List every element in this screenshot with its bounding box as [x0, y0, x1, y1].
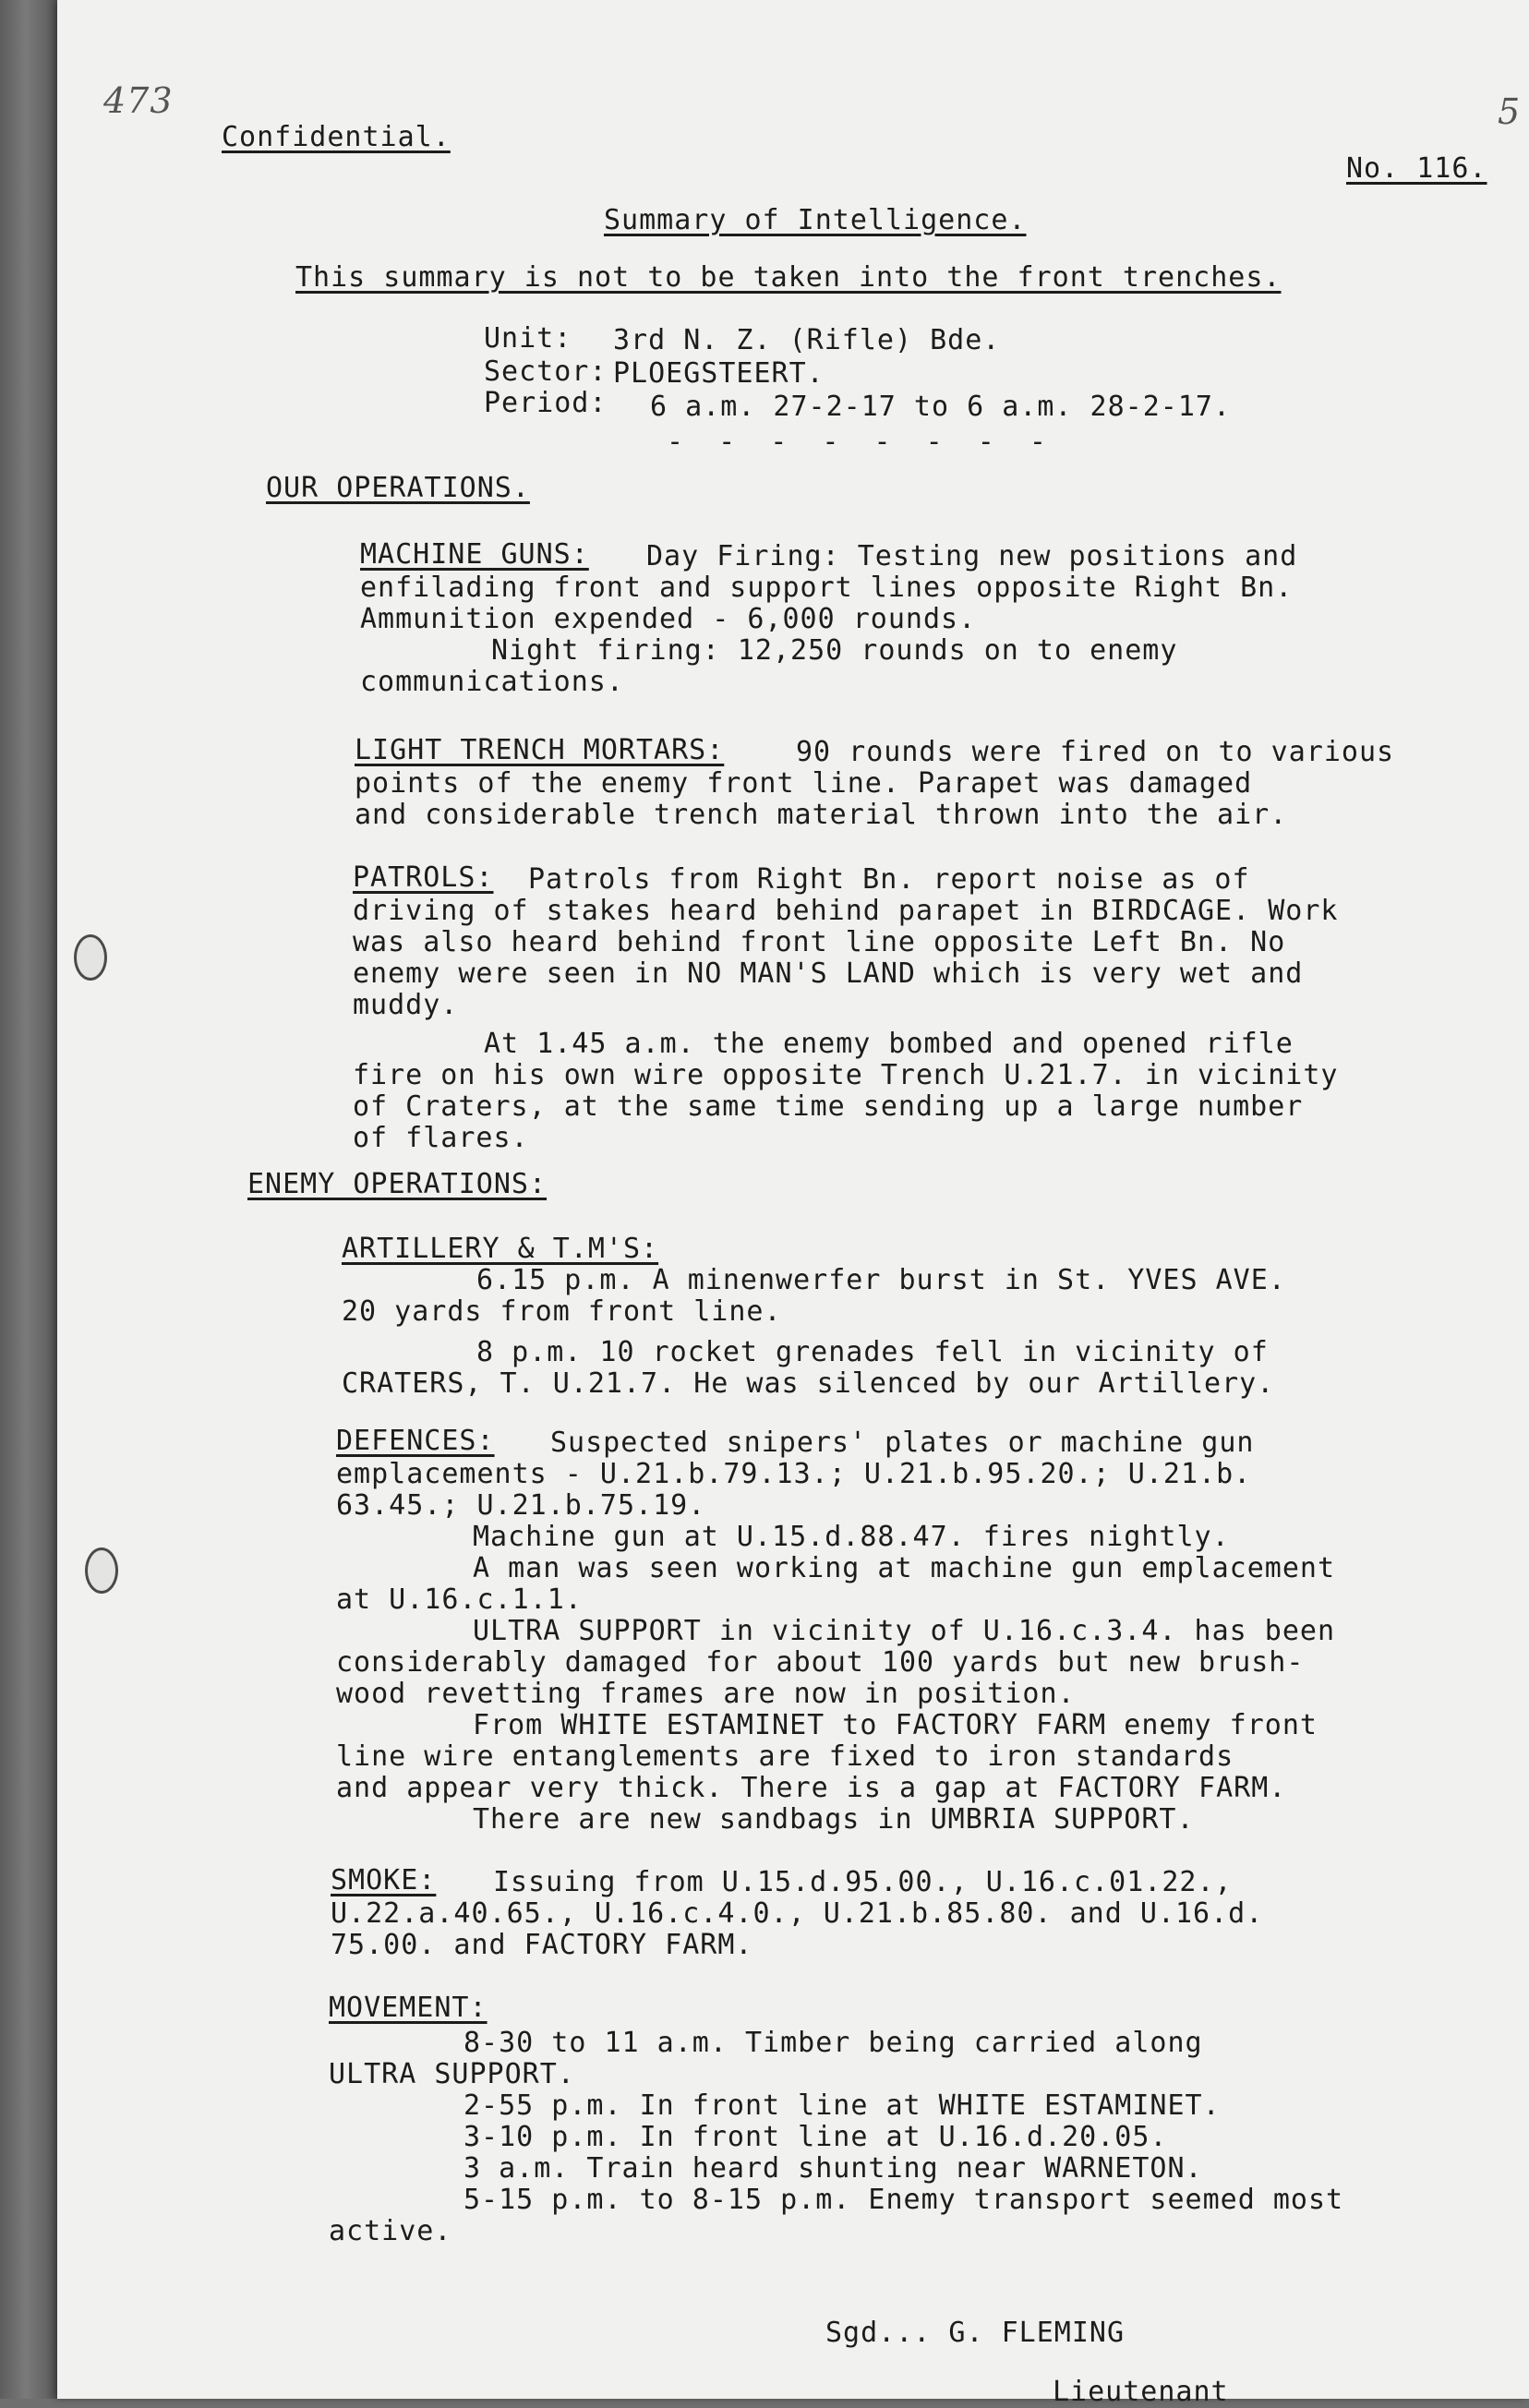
defences-paragraph	[336, 1427, 1335, 1836]
text-line: Patrols from Right Bn. report noise as of	[528, 863, 1250, 896]
artillery-label: ARTILLERY & T.M'S:	[342, 1233, 659, 1265]
period-value: 6 a.m. 27-2-17 to 6 a.m. 28-2-17.	[650, 391, 1232, 423]
text-line: at U.16.c.1.1.	[336, 1583, 583, 1616]
text-line: 75.00. and FACTORY FARM.	[331, 1929, 753, 1961]
text-line: 6.15 p.m. A minenwerfer burst in St. YVES AVE.	[476, 1264, 1286, 1296]
light-trench-mortars-label: LIGHT TRENCH MORTARS:	[355, 734, 725, 766]
text-line: emplacements - U.21.b.79.13.; U.21.b.95.20.; U.21.b.	[336, 1458, 1252, 1490]
text-line: considerably damaged for about 100 yards but new brush-	[336, 1646, 1305, 1679]
text-line: fire on his own wire opposite Trench U.21.7. in vicinity	[353, 1059, 1339, 1091]
unit-value: 3rd N. Z. (Rifle) Bde.	[613, 324, 1001, 356]
text-line: 3-10 p.m. In front line at U.16.d.20.05.	[464, 2121, 1168, 2153]
text-line: communications.	[360, 666, 624, 698]
document-title: Summary of Intelligence.	[604, 204, 1027, 236]
text-line: and considerable trench material thrown into the air.	[355, 799, 1288, 831]
text-line: active.	[329, 2215, 452, 2247]
text-line: ULTRA SUPPORT.	[329, 2058, 575, 2090]
artillery-paragraph	[342, 1265, 1286, 1400]
text-line: At 1.45 a.m. the enemy bombed and opened rifle	[484, 1028, 1294, 1060]
unit-label: Unit:	[484, 322, 572, 355]
smoke-label: SMOKE:	[331, 1864, 437, 1896]
classification-label: Confidential.	[222, 121, 451, 153]
sector-label: Sector:	[484, 355, 608, 388]
text-line: and appear very thick. There is a gap at FACTORY FARM.	[336, 1772, 1287, 1804]
text-line: 20 yards from front line.	[342, 1295, 782, 1328]
text-line: 8-30 to 11 a.m. Timber being carried along	[464, 2027, 1203, 2059]
our-operations-heading: OUR OPERATIONS.	[266, 472, 530, 504]
movement-paragraph	[329, 2028, 1343, 2247]
patrols-paragraph	[353, 861, 1339, 1154]
machine-guns-label: MACHINE GUNS:	[360, 538, 589, 571]
text-line: wood revetting frames are now in position.	[336, 1678, 1076, 1710]
text-line: was also heard behind front line opposite Left Bn. No	[353, 926, 1286, 958]
machine-guns-paragraph	[360, 538, 1298, 698]
document-page	[57, 0, 1529, 2408]
text-line: 3 a.m. Train heard shunting near WARNETON.	[464, 2152, 1203, 2185]
text-line: 63.45.; U.21.b.75.19.	[336, 1489, 706, 1522]
text-line: enfilading front and support lines opposite Right Bn.	[360, 572, 1294, 604]
light-trench-mortars-paragraph	[355, 734, 1395, 831]
patrols-label: PATROLS:	[353, 861, 494, 894]
handwritten-page-number: 5	[1498, 91, 1522, 132]
text-line: points of the enemy front line. Parapet was damaged	[355, 767, 1253, 800]
text-line: 90 rounds were fired on to various	[796, 736, 1395, 768]
handwritten-folio-number: 473	[103, 80, 174, 121]
movement-label: MOVEMENT:	[329, 1992, 488, 2024]
text-line: A man was seen working at machine gun emplacement	[473, 1552, 1336, 1584]
text-line: U.22.a.40.65., U.16.c.4.0., U.21.b.85.80. and U.16.d.	[331, 1897, 1264, 1930]
punch-hole-lower	[85, 1547, 118, 1594]
text-line: muddy.	[353, 989, 459, 1021]
text-line: ULTRA SUPPORT in vicinity of U.16.c.3.4. has been	[473, 1615, 1336, 1647]
signature-line: Sgd... G. FLEMING	[825, 2317, 1126, 2349]
text-line: Issuing from U.15.d.95.00., U.16.c.01.22.,	[493, 1866, 1233, 1898]
desk-background	[0, 0, 65, 2399]
period-label: Period:	[484, 387, 608, 419]
sector-value: PLOEGSTEERT.	[613, 357, 825, 390]
document-number: No. 116.	[1346, 152, 1487, 185]
text-line: of flares.	[353, 1122, 529, 1154]
text-line: Ammunition expended - 6,000 rounds.	[360, 603, 977, 635]
text-line: 8 p.m. 10 rocket grenades fell in vicinity of	[476, 1336, 1269, 1368]
distribution-warning: This summary is not to be taken into the front trenches.	[295, 261, 1282, 294]
text-line: There are new sandbags in UMBRIA SUPPORT.	[473, 1803, 1195, 1836]
text-line: Machine gun at U.15.d.88.47. fires nightly.	[473, 1521, 1230, 1553]
text-line: 2-55 p.m. In front line at WHITE ESTAMINET.	[464, 2089, 1221, 2122]
enemy-operations-heading: ENEMY OPERATIONS:	[247, 1168, 548, 1200]
smoke-paragraph	[331, 1864, 1264, 1961]
punch-hole-upper	[74, 934, 107, 981]
text-line: enemy were seen in NO MAN'S LAND which is very wet and	[353, 957, 1304, 990]
text-line: 5-15 p.m. to 8-15 p.m. Enemy transport seemed most	[464, 2184, 1344, 2216]
text-line: Night firing: 12,250 rounds on to enemy	[491, 634, 1178, 667]
text-line: of Craters, at the same time sending up a large number	[353, 1090, 1304, 1123]
header-divider: - - - - - - - -	[667, 426, 1055, 458]
text-line: Suspected snipers' plates or machine gun	[550, 1427, 1255, 1459]
text-line: driving of stakes heard behind parapet in BIRDCAGE. Work	[353, 895, 1339, 927]
text-line: Day Firing: Testing new positions and	[646, 540, 1298, 572]
text-line: From WHITE ESTAMINET to FACTORY FARM enemy front	[473, 1709, 1318, 1741]
text-line: line wire entanglements are fixed to iron standards	[336, 1740, 1234, 1773]
text-line: CRATERS, T. U.21.7. He was silenced by our Artillery.	[342, 1367, 1275, 1400]
defences-label: DEFENCES:	[336, 1425, 495, 1457]
signature-rank: Lieutenant	[1053, 2376, 1229, 2408]
